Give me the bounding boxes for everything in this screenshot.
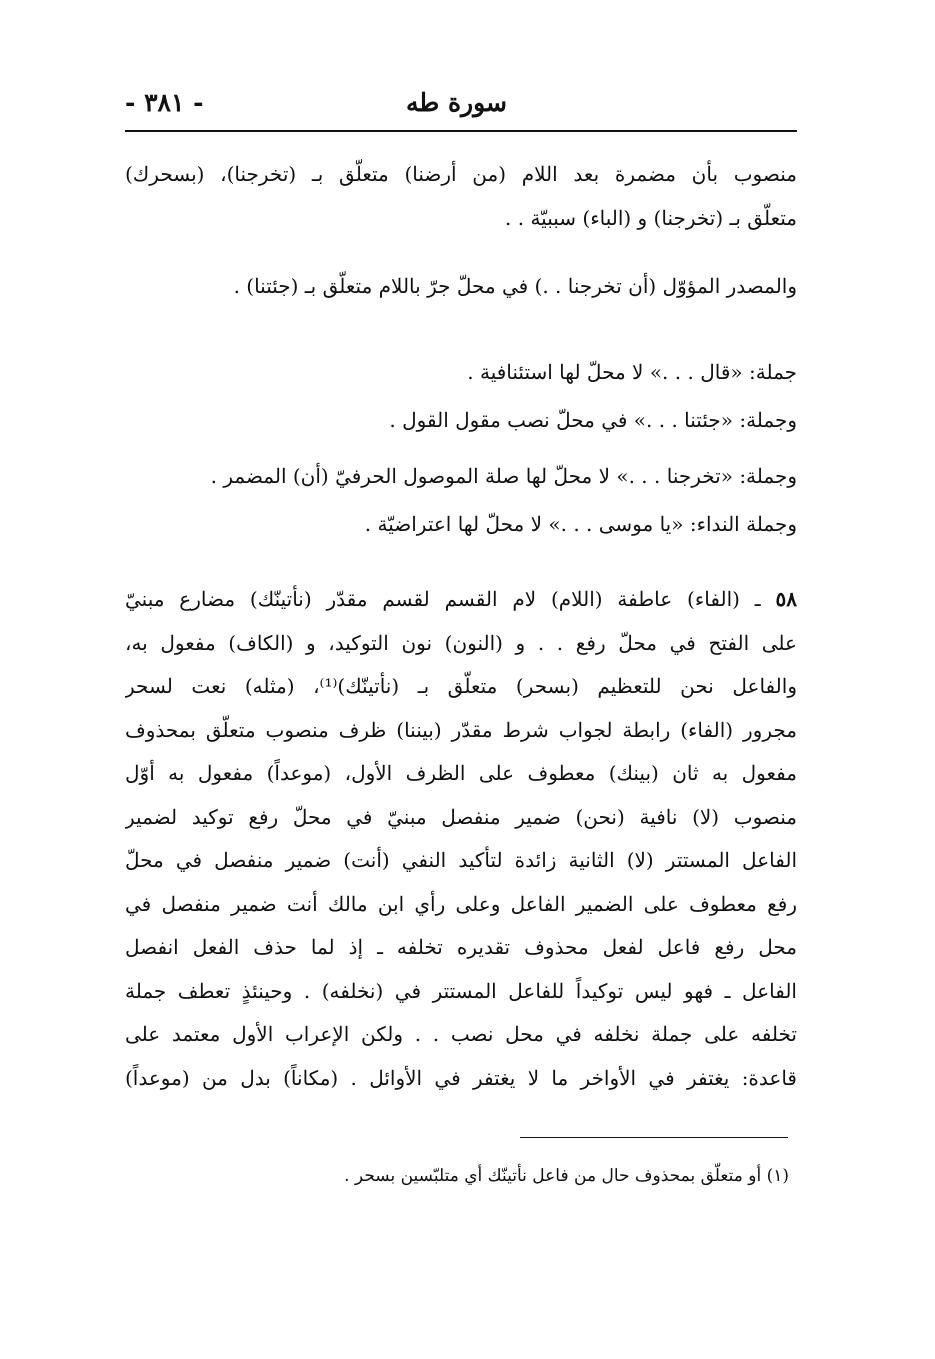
- paragraph-1: [125, 152, 797, 240]
- paragraph-2: [125, 264, 797, 308]
- sentence-line: وجملة: «جئتنا . . .» في محلّ نصب مقول القول .: [389, 408, 797, 432]
- paragraph-line: تخلفه على جملة نخلفه في محل نصب . . ولكن الإعراب الأول معتمد على: [125, 1022, 797, 1046]
- sentence-analysis: [125, 348, 797, 548]
- paragraph-line: الفاعل ـ فهو ليس توكيداً للفاعل المستتر في (نخلفه) . وحينئذٍ تعطف جملة: [125, 978, 797, 1003]
- footnote: (١) أو متعلّق بمحذوف حال من فاعل نأتينّك أي متلبّسين بسحر .: [344, 1166, 789, 1186]
- verse-first-line: [125, 578, 797, 622]
- footnote-rule: [520, 1137, 788, 1138]
- paragraph-line: مفعول به ثان (بينك) معطوف على الظرف الأول، (موعداً) مفعول به أوّل: [125, 761, 797, 785]
- paragraph-verse-58: [125, 578, 797, 1100]
- header-rule: [125, 130, 797, 132]
- verse-first-line-text: ـ (الفاء) عاطفة (اللام) لام القسم لقسم مقدّر (نأتينّك) مضارع مبنيّ: [125, 587, 761, 611]
- surah-title: سورة طه: [405, 88, 507, 117]
- paragraph-line: والفاعل نحن للتعظيم (بسحر) متعلّق بـ (نأتينّك)⁽¹⁾، (مثله) نعت لسحر: [125, 674, 797, 698]
- page-number: - ٣٨١ -: [125, 88, 204, 117]
- paragraph-line: قاعدة: يغتفر في الأواخر ما لا يغتفر في الأوائل . (مكاناً) بدل من (موعداً): [125, 1065, 797, 1090]
- page-header: [125, 88, 797, 128]
- paragraph-line: منصوب بأن مضمرة بعد اللام (من أرضنا) متعلّق بـ (تخرجنا)، (بسحرك): [125, 162, 797, 186]
- paragraph-line: مجرور (الفاء) رابطة لجواب شرط مقدّر (بيننا) ظرف منصوب متعلّق بمحذوف: [125, 717, 797, 742]
- paragraph-line: منصوب (لا) نافية (نحن) ضمير منفصل مبنيّ في محلّ رفع توكيد لضمير: [125, 804, 797, 829]
- paragraph-line: على الفتح في محلّ رفع . . و (النون) نون التوكيد، و (الكاف) مفعول به،: [125, 630, 797, 655]
- sentence-line: جملة: «قال . . .» لا محلّ لها استئنافية .: [467, 360, 797, 384]
- paragraph-line: الفاعل المستتر (لا) الثانية زائدة لتأكيد النفي (أنت) ضمير منفصل في محلّ: [125, 848, 797, 872]
- sentence-line: وجملة: «تخرجنا . . .» لا محلّ لها صلة الموصول الحرفيّ (أن) المضمر .: [210, 464, 797, 488]
- paragraph-line: رفع معطوف على الضمير الفاعل وعلى رأي ابن مالك أنت ضمير منفصل في: [125, 891, 797, 916]
- sentence-line: وجملة النداء: «يا موسى . . .» لا محلّ لها اعتراضيّة .: [364, 512, 797, 536]
- paragraph-line: محل رفع فاعل لفعل محذوف تقديره تخلفه ـ إذ لما حذف الفعل انفصل: [125, 935, 797, 959]
- paragraph-line: متعلّق بـ (تخرجنا) و (الباء) سببيّة . .: [505, 206, 797, 230]
- paragraph-line: والمصدر المؤوّل (أن تخرجنا . .) في محلّ جرّ باللام متعلّق بـ (جئتنا) .: [233, 274, 797, 298]
- verse-number: ٥٨: [775, 587, 797, 611]
